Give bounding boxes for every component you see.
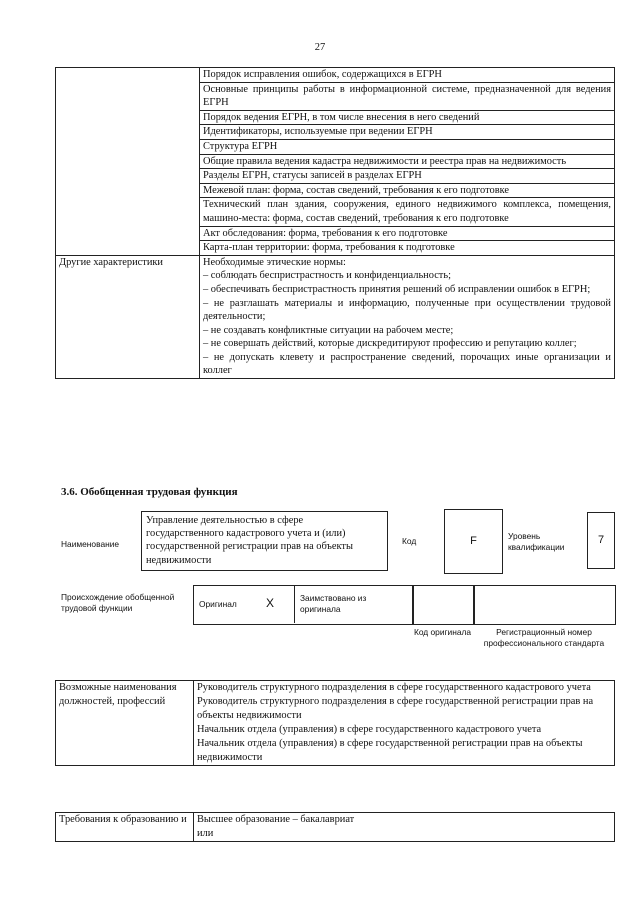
education-cell xyxy=(194,813,615,842)
knowledge-item: Технический план здания, сооружения, единого недвижимого комплекса, помещения, машино-места: форма, состав сведений, требования к его подготовке xyxy=(200,198,614,226)
education-table xyxy=(55,812,615,842)
name-label: Наименование xyxy=(61,539,120,549)
knowledge-item: Структура ЕГРН xyxy=(200,140,614,155)
education-line: или xyxy=(197,828,214,839)
knowledge-item: Порядок исправления ошибок, содержащихся в ЕГРН xyxy=(200,68,614,83)
ethics-line: – не разглашать материалы и информацию, полученные при осуществлении трудовой деятельности; xyxy=(203,297,611,323)
positions-table xyxy=(55,680,615,766)
code-label: Код xyxy=(402,536,417,546)
knowledge-item: Разделы ЕГРН, статусы записей в разделах ЕГРН xyxy=(200,169,614,184)
ethics-line: – не совершать действий, которые дискредитируют профессию и репутацию коллег; xyxy=(203,338,577,350)
ethics-line: – не допускать клевету и распространение сведений, порочащих иные организации и коллег xyxy=(203,351,611,377)
level-value-box: 7 xyxy=(587,512,615,569)
section-title: 3.6. Обобщенная трудовая функция xyxy=(61,486,238,498)
ethics-line: – обеспечивать беспристрастность принятия решений об исправлении ошибок в ЕГРН; xyxy=(203,283,591,295)
position-line: Руководитель структурного подразделения в сфере государственной регистрации прав на объекты недвижимости xyxy=(197,696,594,721)
knowledge-item: Акт обследования: форма, требования к его подготовке xyxy=(200,227,614,242)
knowledge-table xyxy=(55,67,615,379)
knowledge-item: Межевой план: форма, состав сведений, требования к его подготовке xyxy=(200,184,614,199)
borrowed-label: Заимствовано из оригинала xyxy=(300,593,367,614)
ethics-line: Необходимые этические нормы: xyxy=(203,256,346,268)
position-line: Начальник отдела (управления) в сфере государственной регистрации прав на объекты недвижимости xyxy=(197,738,583,763)
original-mark: X xyxy=(266,596,275,610)
level-label: Уровень квалификации xyxy=(508,531,565,552)
education-label: Требования к образованию и xyxy=(56,813,194,842)
code-original-box xyxy=(412,585,475,625)
reg-number-box xyxy=(473,585,616,625)
education-line: Высшее образование – бакалавриат xyxy=(197,814,355,825)
code-value-box: F xyxy=(444,509,503,574)
knowledge-items-cell xyxy=(200,68,615,256)
other-characteristics-label: Другие характеристики xyxy=(56,255,200,378)
positions-cell xyxy=(194,681,615,766)
knowledge-item: Основные принципы работы в информационной системе, предназначенной для ведения ЕГРН xyxy=(200,83,614,111)
other-characteristics-cell xyxy=(200,255,615,378)
knowledge-label-cell xyxy=(56,68,200,256)
ethics-line: – соблюдать беспристрастность и конфиденциальность; xyxy=(203,270,451,282)
original-label: Оригинал xyxy=(199,599,237,609)
position-line: Руководитель структурного подразделения в сфере государственного кадастрового учета xyxy=(197,682,591,693)
positions-label: Возможные наименования должностей, профессий xyxy=(56,681,194,766)
ethics-line: – не создавать конфликтные ситуации на рабочем месте; xyxy=(203,324,454,336)
origin-divider xyxy=(294,585,295,623)
reg-number-label: Регистрационный номер профессионального стандарта xyxy=(483,627,605,648)
function-name-box: Управление деятельностью в сфере государственного кадастрового учета и (или) государственной регистрации прав на объекты недвижимости xyxy=(141,511,388,571)
knowledge-item: Карта-план территории: форма, требования к подготовке xyxy=(203,242,455,254)
code-original-label: Код оригинала xyxy=(413,627,472,637)
knowledge-item: Порядок ведения ЕГРН, в том числе внесения в него сведений xyxy=(200,111,614,126)
origin-label: Происхождение обобщенной трудовой функции xyxy=(61,592,175,613)
knowledge-item: Идентификаторы, используемые при ведении ЕГРН xyxy=(200,125,614,140)
position-line: Начальник отдела (управления) в сфере государственного кадастрового учета xyxy=(197,724,542,735)
knowledge-item: Общие правила ведения кадастра недвижимости и реестра прав на недвижимость xyxy=(200,155,614,170)
page-number: 27 xyxy=(314,42,326,53)
